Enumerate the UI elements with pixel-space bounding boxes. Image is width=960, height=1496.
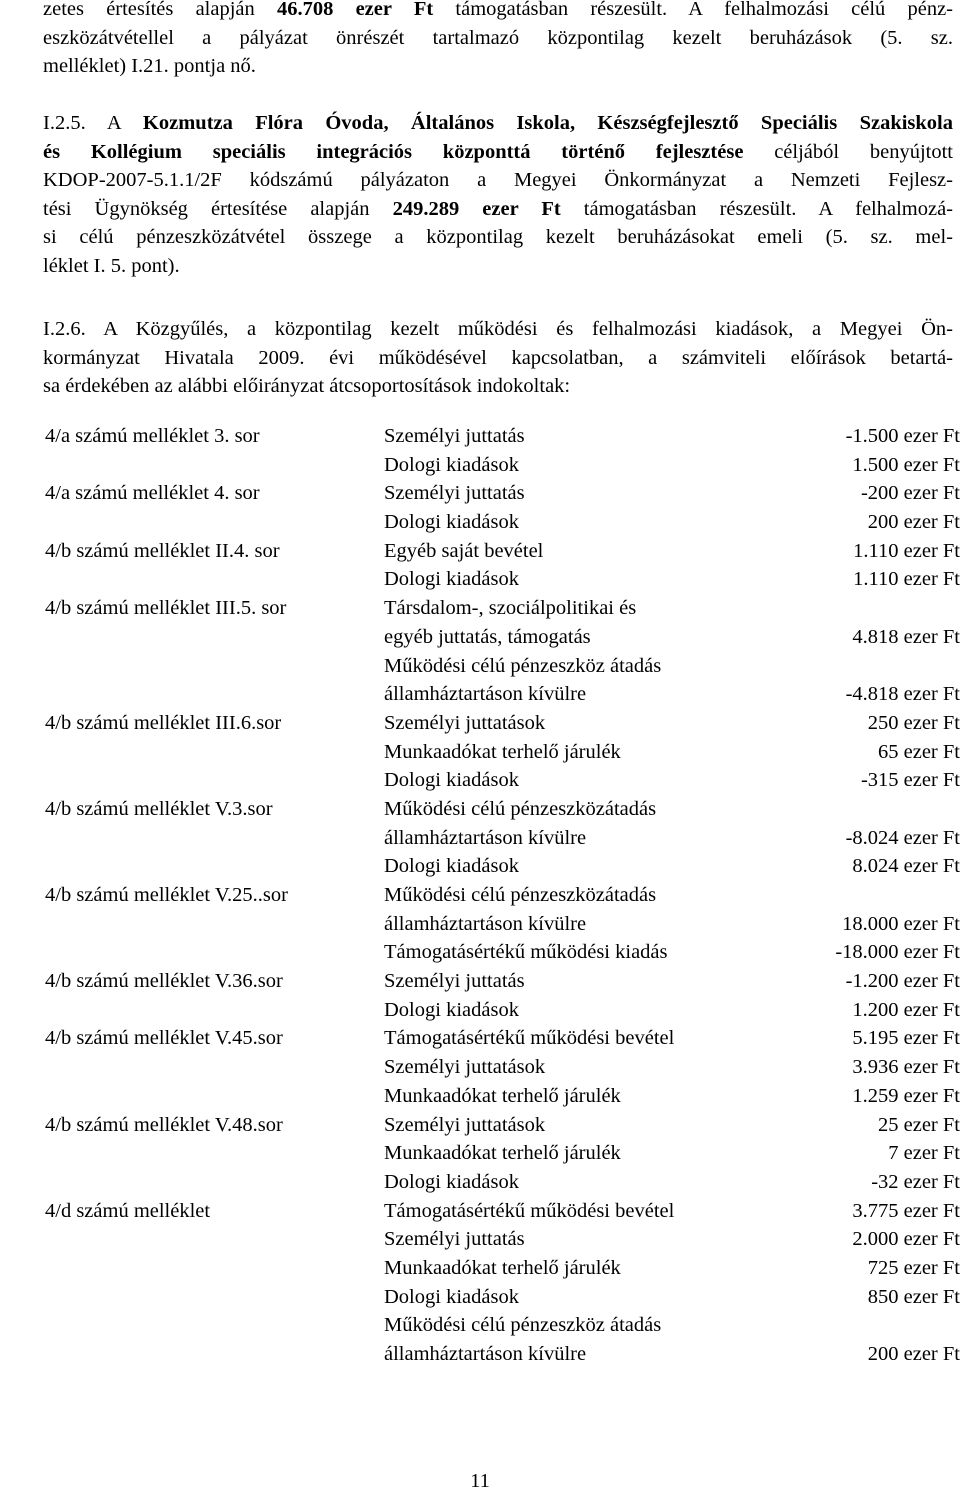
budget-item: Személyi juttatás [384, 970, 525, 993]
amount: -4.818 ezer Ft [845, 683, 960, 706]
table-row [45, 709, 960, 738]
budget-item: Személyi juttatások [384, 711, 546, 734]
table-row [45, 451, 960, 480]
annex-reference: 4/b számú melléklet V.25..sor [45, 884, 288, 906]
amount: 3.775 ezer Ft [852, 1199, 960, 1222]
amount: 1.200 ezer Ft [852, 998, 960, 1021]
budget-item: Támogatásértékű működési kiadás [384, 941, 668, 964]
budget-item: Személyi juttatás [384, 425, 525, 447]
budget-item: Támogatásértékű működési bevétel [384, 1199, 675, 1222]
paragraph-line: si célú pénzeszközátvétel összege a központilag kezelt beruházásokat emeli (5. sz. mel- [43, 226, 953, 248]
budget-item: Működési célú pénzeszközátadás [384, 884, 657, 906]
amount: 200 ezer Ft [867, 511, 960, 534]
amount: 8.024 ezer Ft [852, 855, 960, 878]
amount-bold: 249.289 ezer Ft [392, 197, 561, 220]
amount: 2.000 ezer Ft [852, 1228, 960, 1251]
amount: 725 ezer Ft [867, 1256, 960, 1279]
table-row [45, 1197, 960, 1226]
paragraph-line: és Kollégium speciális integrációs központtá történő fejlesztése céljából benyújtott [43, 140, 953, 163]
annex-reference: 4/a számú melléklet 3. sor [45, 425, 260, 447]
table-row [45, 738, 960, 767]
table-row [45, 795, 960, 824]
amount: 65 ezer Ft [878, 740, 960, 763]
amount: 850 ezer Ft [867, 1285, 960, 1308]
budget-item: Dologi kiadások [384, 998, 519, 1021]
budget-item: Személyi juttatás [384, 1228, 525, 1251]
table-row [45, 508, 960, 537]
table-row [45, 1111, 960, 1140]
amount: 1.500 ezer Ft [852, 453, 960, 476]
amount: -1.200 ezer Ft [845, 970, 960, 993]
amount: -200 ezer Ft [860, 482, 960, 505]
paragraph-line: I.2.5. A Kozmutza Flóra Óvoda, Általános Iskola, Készségfejlesztő Speciális Szakiskola [43, 112, 953, 134]
table-row [45, 881, 960, 910]
budget-item: Működési célú pénzeszköz átadás [384, 654, 662, 677]
budget-item: Személyi juttatások [384, 1056, 546, 1079]
amount: -315 ezer Ft [860, 769, 960, 792]
amount-bold: 46.708 ezer Ft [276, 0, 434, 20]
budget-item: Működési célú pénzeszköz átadás [384, 1314, 662, 1337]
project-title-bold: Kozmutza Flóra Óvoda, Általános Iskola, Készségfejlesztő Speciális Szakiskola [142, 112, 953, 134]
paragraph-funding-46708 [43, 0, 953, 81]
amount: 200 ezer Ft [867, 1343, 960, 1365]
paragraph-line: tési Ügynökség értesítése alapján 249.289 ezer Ft támogatásban részesült. A felhalmozá- [43, 197, 953, 220]
paragraph-line: zetes értesítés alapján 46.708 ezer Ft támogatásban részesült. A felhalmozási célú pénz- [43, 0, 954, 20]
budget-item: Munkaadókat terhelő járulék [384, 1084, 621, 1107]
paragraph-line: léklet I. 5. pont). [43, 254, 180, 277]
paragraph-section-i-2-6 [43, 315, 953, 401]
budget-item: Dologi kiadások [384, 855, 519, 878]
budget-item: Személyi juttatások [384, 1113, 546, 1136]
budget-item: Egyéb saját bevétel [384, 539, 544, 562]
paragraph-line: eszközátvétellel a pályázat önrészét tartalmazó központilag kezelt beruházások (5. sz. [43, 26, 953, 49]
table-row [45, 1254, 960, 1283]
amount: -18.000 ezer Ft [835, 941, 960, 964]
budget-item: Személyi juttatás [384, 482, 525, 505]
paragraph-line: sa érdekében az alábbi előirányzat átcsoportosítások indokoltak: [43, 375, 571, 397]
annex-reference: 4/b számú melléklet III.5. sor [45, 597, 287, 620]
annex-reference: 4/d számú melléklet [45, 1199, 211, 1222]
budget-item: Dologi kiadások [384, 453, 519, 476]
paragraph-line: KDOP-2007-5.1.1/2F kódszámú pályázaton a Megyei Önkormányzat a Nemzeti Fejlesz- [43, 169, 953, 191]
table-row [45, 537, 960, 566]
table-row [45, 967, 960, 996]
annex-reference: 4/b számú melléklet III.6.sor [45, 711, 282, 734]
table-row [45, 479, 960, 508]
amount: -32 ezer Ft [871, 1170, 960, 1193]
budget-item: Munkaadókat terhelő járulék [384, 740, 621, 763]
table-row [45, 594, 960, 623]
table-row [45, 565, 960, 594]
budget-item: államháztartáson kívülre [384, 1343, 587, 1365]
table-row [45, 1139, 960, 1168]
amount: 1.110 ezer Ft [853, 539, 960, 562]
amount: 250 ezer Ft [867, 711, 960, 734]
budget-item: Dologi kiadások [384, 1285, 519, 1308]
amount: 1.259 ezer Ft [852, 1084, 960, 1107]
table-row [45, 1340, 960, 1369]
table-row [45, 1283, 960, 1312]
table-row [45, 1168, 960, 1197]
annex-reference: 4/a számú melléklet 4. sor [45, 482, 260, 505]
budget-item: Dologi kiadások [384, 511, 519, 534]
amount: 5.195 ezer Ft [852, 1027, 960, 1050]
amount: -8.024 ezer Ft [845, 826, 960, 849]
paragraph-line: I.2.6. A Közgyűlés, a központilag kezelt működési és felhalmozási kiadások, a Megyei Ön- [43, 318, 953, 340]
annex-reference: 4/b számú melléklet II.4. sor [45, 539, 280, 562]
table-row [45, 766, 960, 795]
budget-item: Társdalom-, szociálpolitikai és [384, 597, 637, 620]
amount: 18.000 ezer Ft [842, 912, 960, 935]
paragraph-line: kormányzat Hivatala 2009. évi működésével kapcsolatban, a számviteli előírások betartá- [43, 346, 953, 369]
table-row [45, 1311, 960, 1340]
annex-reference: 4/b számú melléklet V.48.sor [45, 1113, 283, 1136]
table-row [45, 1082, 960, 1111]
budget-item: államháztartáson kívülre [384, 683, 587, 706]
budget-item: egyéb juttatás, támogatás [384, 625, 591, 648]
project-title-bold: és Kollégium speciális integrációs központtá történő fejlesztése [43, 140, 744, 163]
budget-item: Támogatásértékű működési bevétel [384, 1027, 675, 1050]
amount: 25 ezer Ft [878, 1113, 960, 1136]
amount: 1.110 ezer Ft [853, 568, 960, 591]
table-row [45, 422, 960, 451]
budget-item: Dologi kiadások [384, 568, 519, 591]
amount: 4.818 ezer Ft [852, 625, 960, 648]
budget-item: Munkaadókat terhelő járulék [384, 1256, 621, 1279]
table-row [45, 1225, 960, 1254]
table-row [45, 996, 960, 1025]
paragraph-line: melléklet) I.21. pontja nő. [43, 55, 256, 77]
table-row [45, 824, 960, 853]
amount: -1.500 ezer Ft [845, 425, 960, 447]
amount: 3.936 ezer Ft [852, 1056, 960, 1079]
appropriation-regrouping-table [45, 422, 960, 1369]
table-row [45, 680, 960, 709]
budget-item: államháztartáson kívülre [384, 912, 587, 935]
paragraph-section-i-2-5 [43, 109, 953, 280]
table-row [45, 1024, 960, 1053]
budget-item: Működési célú pénzeszközátadás [384, 797, 657, 820]
table-row [45, 652, 960, 681]
annex-reference: 4/b számú melléklet V.36.sor [45, 970, 283, 993]
table-row [45, 1053, 960, 1082]
table-row [45, 852, 960, 881]
annex-reference: 4/b számú melléklet V.45.sor [45, 1027, 283, 1050]
annex-reference: 4/b számú melléklet V.3.sor [45, 797, 273, 820]
budget-item: Dologi kiadások [384, 769, 519, 792]
amount: 7 ezer Ft [888, 1142, 960, 1165]
budget-item: államháztartáson kívülre [384, 826, 587, 849]
page-number: 11 [470, 1470, 490, 1492]
table-row [45, 938, 960, 967]
budget-item: Munkaadókat terhelő járulék [384, 1142, 621, 1165]
budget-item: Dologi kiadások [384, 1170, 519, 1193]
table-row [45, 623, 960, 652]
table-row [45, 910, 960, 939]
